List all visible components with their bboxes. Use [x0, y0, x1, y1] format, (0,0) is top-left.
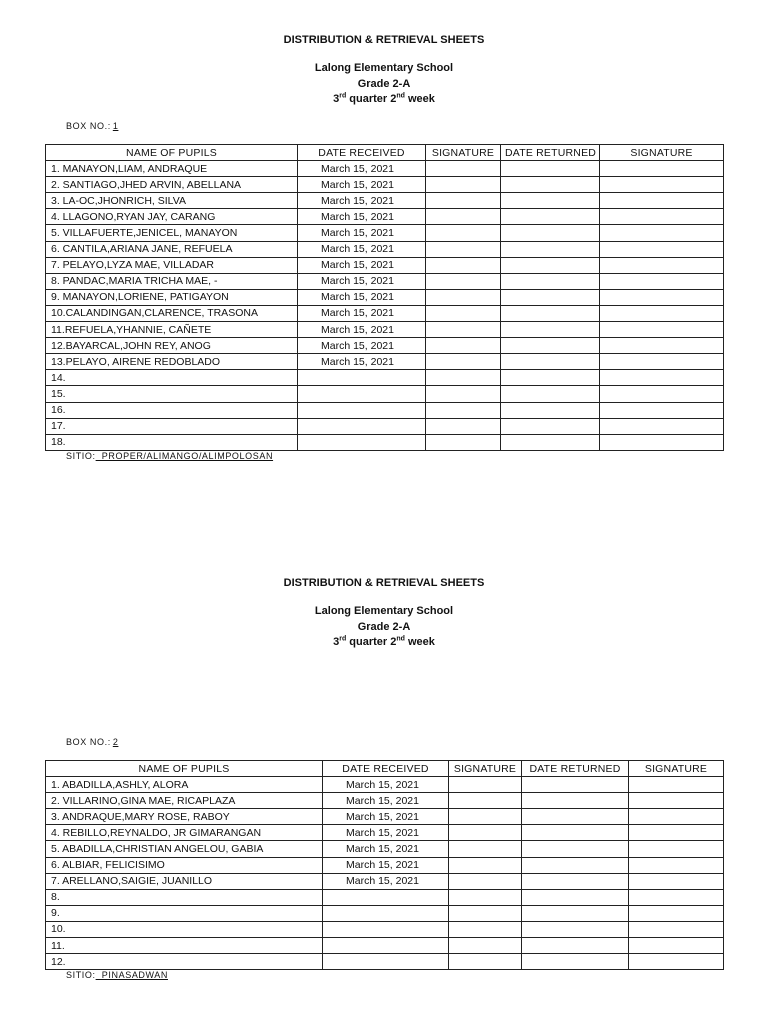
- date-received-cell: March 15, 2021: [298, 241, 426, 257]
- pupil-name-cell: 4. LLAGONO,RYAN JAY, CARANG: [46, 209, 298, 225]
- signature-return-cell: [629, 938, 724, 954]
- table-row: [46, 177, 724, 193]
- pupil-name-cell: 9. MANAYON,LORIENE, PATIGAYON: [46, 289, 298, 305]
- date-received-cell: March 15, 2021: [323, 809, 449, 825]
- pupil-name-cell: 2. VILLARINO,GINA MAE, RICAPLAZA: [46, 793, 323, 809]
- date-returned-cell: [501, 273, 600, 289]
- date-received-cell: March 15, 2021: [298, 354, 426, 370]
- date-returned-cell: [501, 241, 600, 257]
- box-number: [66, 120, 118, 132]
- sitio-label: SITIO:: [66, 970, 96, 980]
- table-row: [46, 322, 724, 338]
- signature-cell: [426, 177, 501, 193]
- signature-return-cell: [629, 809, 724, 825]
- date-received-cell: March 15, 2021: [323, 793, 449, 809]
- box-number-value: 1: [112, 121, 119, 131]
- pupil-name-cell: 12.BAYARCAL,JOHN REY, ANOG: [46, 338, 298, 354]
- table-row: [46, 402, 724, 418]
- col-header-name: NAME OF PUPILS: [46, 761, 323, 777]
- signature-return-cell: [600, 289, 724, 305]
- pupil-name-cell: 12.: [46, 954, 323, 970]
- signature-cell: [449, 889, 522, 905]
- date-returned-cell: [522, 905, 629, 921]
- date-received-cell: March 15, 2021: [298, 338, 426, 354]
- date-returned-cell: [522, 809, 629, 825]
- sheet-title: DISTRIBUTION & RETRIEVAL SHEETS: [283, 34, 485, 46]
- signature-cell: [426, 257, 501, 273]
- date-returned-cell: [501, 305, 600, 321]
- signature-cell: [426, 338, 501, 354]
- date-received-cell: [323, 954, 449, 970]
- pupil-name-cell: 10.: [46, 921, 323, 937]
- pupil-name-cell: 1. ABADILLA,ASHLY, ALORA: [46, 777, 323, 793]
- date-returned-cell: [522, 777, 629, 793]
- pupil-name-cell: 11.REFUELA,YHANNIE, CAÑETE: [46, 322, 298, 338]
- sitio-line: [66, 450, 273, 462]
- signature-cell: [426, 402, 501, 418]
- signature-return-cell: [600, 305, 724, 321]
- pupil-name-cell: 5. ABADILLA,CHRISTIAN ANGELOU, GABIA: [46, 841, 323, 857]
- date-returned-cell: [501, 177, 600, 193]
- date-returned-cell: [522, 954, 629, 970]
- signature-return-cell: [600, 225, 724, 241]
- date-returned-cell: [501, 418, 600, 434]
- date-returned-cell: [522, 825, 629, 841]
- table-row: [46, 257, 724, 273]
- col-header-date-received: DATE RECEIVED: [323, 761, 449, 777]
- date-returned-cell: [522, 889, 629, 905]
- pupil-name-cell: 1. MANAYON,LIAM, ANDRAQUE: [46, 161, 298, 177]
- table-row: [46, 273, 724, 289]
- date-received-cell: [298, 386, 426, 402]
- pupil-name-cell: 15.: [46, 386, 298, 402]
- table-row: [46, 241, 724, 257]
- signature-cell: [426, 322, 501, 338]
- pupil-name-cell: 9.: [46, 905, 323, 921]
- date-returned-cell: [522, 921, 629, 937]
- signature-cell: [449, 841, 522, 857]
- table-row: [46, 289, 724, 305]
- table-row: [46, 193, 724, 209]
- signature-cell: [426, 241, 501, 257]
- date-received-cell: [323, 889, 449, 905]
- signature-cell: [449, 921, 522, 937]
- signature-return-cell: [629, 889, 724, 905]
- date-returned-cell: [501, 209, 600, 225]
- signature-cell: [449, 954, 522, 970]
- signature-cell: [426, 289, 501, 305]
- school-name: Lalong Elementary School: [314, 605, 454, 617]
- date-returned-cell: [501, 289, 600, 305]
- sitio-value: PINASADWAN: [95, 970, 168, 980]
- signature-return-cell: [600, 273, 724, 289]
- pupil-name-cell: 17.: [46, 418, 298, 434]
- signature-cell: [426, 225, 501, 241]
- signature-return-cell: [629, 793, 724, 809]
- signature-return-cell: [629, 954, 724, 970]
- table-row: [46, 793, 724, 809]
- signature-return-cell: [629, 825, 724, 841]
- school-name: Lalong Elementary School: [314, 62, 454, 74]
- roster-table: [45, 144, 724, 451]
- date-returned-cell: [522, 857, 629, 873]
- table-row: [46, 209, 724, 225]
- signature-return-cell: [600, 354, 724, 370]
- date-received-cell: [298, 402, 426, 418]
- signature-return-cell: [600, 257, 724, 273]
- date-returned-cell: [501, 402, 600, 418]
- date-returned-cell: [522, 793, 629, 809]
- quarter-week: 3rd quarter 2nd week: [333, 635, 435, 648]
- date-received-cell: [298, 434, 426, 450]
- pupil-name-cell: 11.: [46, 938, 323, 954]
- signature-return-cell: [600, 434, 724, 450]
- table-row: [46, 873, 724, 889]
- signature-cell: [449, 777, 522, 793]
- quarter-week: 3rd quarter 2nd week: [333, 92, 435, 105]
- date-received-cell: March 15, 2021: [298, 305, 426, 321]
- pupil-name-cell: 5. VILLAFUERTE,JENICEL, MANAYON: [46, 225, 298, 241]
- box-number: [66, 736, 118, 748]
- date-returned-cell: [501, 386, 600, 402]
- table-row: [46, 225, 724, 241]
- date-received-cell: March 15, 2021: [323, 857, 449, 873]
- col-header-signature: SIGNATURE: [426, 145, 501, 161]
- pupil-name-cell: 8. PANDAC,MARIA TRICHA MAE, -: [46, 273, 298, 289]
- date-received-cell: March 15, 2021: [298, 322, 426, 338]
- signature-cell: [426, 418, 501, 434]
- date-returned-cell: [501, 370, 600, 386]
- signature-cell: [449, 809, 522, 825]
- signature-return-cell: [600, 338, 724, 354]
- signature-return-cell: [600, 402, 724, 418]
- sitio-label: SITIO:: [66, 451, 96, 461]
- pupil-name-cell: 3. LA-OC,JHONRICH, SILVA: [46, 193, 298, 209]
- signature-return-cell: [629, 905, 724, 921]
- signature-cell: [426, 354, 501, 370]
- date-received-cell: [298, 418, 426, 434]
- date-returned-cell: [501, 257, 600, 273]
- signature-cell: [449, 793, 522, 809]
- table-row: [46, 889, 724, 905]
- signature-return-cell: [600, 418, 724, 434]
- box-number-label: BOX NO.:: [66, 737, 111, 747]
- roster-table: [45, 760, 724, 970]
- signature-cell: [449, 857, 522, 873]
- signature-return-cell: [600, 161, 724, 177]
- sheet-title: DISTRIBUTION & RETRIEVAL SHEETS: [283, 577, 485, 589]
- signature-cell: [449, 825, 522, 841]
- signature-return-cell: [629, 857, 724, 873]
- sitio-line: [66, 969, 168, 981]
- signature-return-cell: [629, 841, 724, 857]
- pupil-name-cell: 3. ANDRAQUE,MARY ROSE, RABOY: [46, 809, 323, 825]
- grade-level: Grade 2-A: [357, 621, 411, 633]
- date-received-cell: March 15, 2021: [298, 289, 426, 305]
- table-header-row: [46, 145, 724, 161]
- signature-cell: [426, 273, 501, 289]
- date-returned-cell: [501, 193, 600, 209]
- date-returned-cell: [501, 322, 600, 338]
- signature-return-cell: [600, 193, 724, 209]
- date-returned-cell: [501, 434, 600, 450]
- date-returned-cell: [522, 841, 629, 857]
- signature-cell: [426, 161, 501, 177]
- table-row: [46, 809, 724, 825]
- date-returned-cell: [501, 354, 600, 370]
- pupil-name-cell: 16.: [46, 402, 298, 418]
- table-row: [46, 921, 724, 937]
- date-received-cell: March 15, 2021: [323, 841, 449, 857]
- date-received-cell: March 15, 2021: [298, 193, 426, 209]
- pupil-name-cell: 14.: [46, 370, 298, 386]
- signature-cell: [426, 193, 501, 209]
- col-header-date-received: DATE RECEIVED: [298, 145, 426, 161]
- pupil-name-cell: 7. PELAYO,LYZA MAE, VILLADAR: [46, 257, 298, 273]
- pupil-name-cell: 2. SANTIAGO,JHED ARVIN, ABELLANA: [46, 177, 298, 193]
- signature-cell: [426, 370, 501, 386]
- date-received-cell: March 15, 2021: [298, 161, 426, 177]
- signature-cell: [449, 938, 522, 954]
- signature-return-cell: [600, 241, 724, 257]
- date-received-cell: March 15, 2021: [323, 825, 449, 841]
- signature-return-cell: [629, 921, 724, 937]
- date-received-cell: March 15, 2021: [298, 257, 426, 273]
- signature-return-cell: [629, 777, 724, 793]
- date-received-cell: [323, 938, 449, 954]
- pupil-name-cell: 6. ALBIAR, FELICISIMO: [46, 857, 323, 873]
- signature-cell: [426, 386, 501, 402]
- box-number-value: 2: [112, 737, 119, 747]
- box-number-label: BOX NO.:: [66, 121, 111, 131]
- signature-return-cell: [600, 370, 724, 386]
- signature-return-cell: [629, 873, 724, 889]
- col-header-name: NAME OF PUPILS: [46, 145, 298, 161]
- date-received-cell: March 15, 2021: [323, 777, 449, 793]
- signature-cell: [449, 905, 522, 921]
- sitio-value: PROPER/ALIMANGO/ALIMPOLOSAN: [95, 451, 274, 461]
- date-returned-cell: [522, 938, 629, 954]
- table-row: [46, 370, 724, 386]
- table-header-row: [46, 761, 724, 777]
- pupil-name-cell: 7. ARELLANO,SAIGIE, JUANILLO: [46, 873, 323, 889]
- pupil-name-cell: 4. REBILLO,REYNALDO, JR GIMARANGAN: [46, 825, 323, 841]
- date-returned-cell: [501, 225, 600, 241]
- pupil-name-cell: 6. CANTILA,ARIANA JANE, REFUELA: [46, 241, 298, 257]
- pupil-name-cell: 10.CALANDINGAN,CLARENCE, TRASONA: [46, 305, 298, 321]
- date-returned-cell: [501, 161, 600, 177]
- date-received-cell: March 15, 2021: [298, 225, 426, 241]
- date-returned-cell: [501, 338, 600, 354]
- table-row: [46, 841, 724, 857]
- col-header-signature: SIGNATURE: [449, 761, 522, 777]
- date-received-cell: [323, 905, 449, 921]
- date-returned-cell: [522, 873, 629, 889]
- date-received-cell: March 15, 2021: [298, 209, 426, 225]
- table-row: [46, 825, 724, 841]
- table-row: [46, 305, 724, 321]
- signature-cell: [426, 209, 501, 225]
- date-received-cell: [323, 921, 449, 937]
- table-row: [46, 418, 724, 434]
- roster-body: [46, 161, 724, 451]
- roster-body: [46, 777, 724, 970]
- signature-return-cell: [600, 386, 724, 402]
- signature-return-cell: [600, 209, 724, 225]
- signature-cell: [426, 434, 501, 450]
- signature-cell: [426, 305, 501, 321]
- table-row: [46, 434, 724, 450]
- table-row: [46, 777, 724, 793]
- date-received-cell: March 15, 2021: [298, 273, 426, 289]
- table-row: [46, 386, 724, 402]
- date-received-cell: March 15, 2021: [298, 177, 426, 193]
- table-row: [46, 905, 724, 921]
- pupil-name-cell: 8.: [46, 889, 323, 905]
- col-header-date-returned: DATE RETURNED: [501, 145, 600, 161]
- signature-return-cell: [600, 177, 724, 193]
- table-row: [46, 338, 724, 354]
- pupil-name-cell: 18.: [46, 434, 298, 450]
- signature-cell: [449, 873, 522, 889]
- col-header-date-returned: DATE RETURNED: [522, 761, 629, 777]
- col-header-signature-return: SIGNATURE: [629, 761, 724, 777]
- table-row: [46, 954, 724, 970]
- table-row: [46, 354, 724, 370]
- pupil-name-cell: 13.PELAYO, AIRENE REDOBLADO: [46, 354, 298, 370]
- table-row: [46, 938, 724, 954]
- date-received-cell: [298, 370, 426, 386]
- date-received-cell: March 15, 2021: [323, 873, 449, 889]
- table-row: [46, 857, 724, 873]
- table-row: [46, 161, 724, 177]
- signature-return-cell: [600, 322, 724, 338]
- grade-level: Grade 2-A: [357, 78, 411, 90]
- col-header-signature-return: SIGNATURE: [600, 145, 724, 161]
